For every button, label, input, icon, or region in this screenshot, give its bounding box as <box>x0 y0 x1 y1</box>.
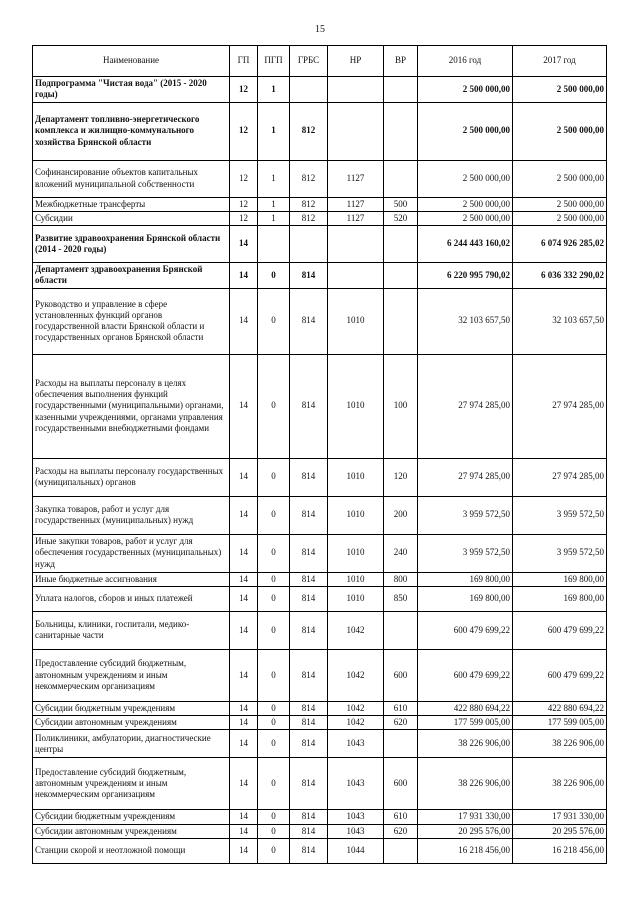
row-name: Закупка товаров, работ и услуг для государственных (муниципальных) нужд <box>33 496 230 534</box>
row-2017: 2 500 000,00 <box>513 211 607 225</box>
row-grbs: 812 <box>290 197 328 211</box>
row-grbs: 814 <box>290 838 328 863</box>
row-gp: 14 <box>230 701 258 715</box>
row-name: Субсидии бюджетным учреждениям <box>33 810 230 824</box>
row-name: Расходы на выплаты персоналу в целях обеспечения выполнения функций государственными (муниципальными) органами, казенными учреждениями, органами управления государственными внебюджетными фондами <box>33 354 230 458</box>
header-2016: 2016 год <box>418 46 513 77</box>
row-gp: 14 <box>230 496 258 534</box>
row-name: Межбюджетные трансферты <box>33 197 230 211</box>
row-2016: 27 974 285,00 <box>418 458 513 496</box>
row-gp: 14 <box>230 534 258 572</box>
row-gp: 14 <box>230 730 258 758</box>
table-row <box>33 77 607 103</box>
row-gp: 14 <box>230 226 258 263</box>
row-2016: 38 226 906,00 <box>418 730 513 758</box>
row-gp: 14 <box>230 572 258 586</box>
row-2017: 20 295 576,00 <box>513 824 607 838</box>
row-2016: 38 226 906,00 <box>418 758 513 810</box>
row-grbs: 814 <box>290 758 328 810</box>
header-nr: НР <box>328 46 384 77</box>
row-2017: 2 500 000,00 <box>513 160 607 197</box>
row-nr: 1042 <box>328 701 384 715</box>
row-vr <box>384 263 418 289</box>
row-grbs: 814 <box>290 810 328 824</box>
row-2016: 3 959 572,50 <box>418 534 513 572</box>
row-vr: 240 <box>384 534 418 572</box>
row-2017: 2 500 000,00 <box>513 197 607 211</box>
table-body <box>33 77 607 864</box>
row-2016: 169 800,00 <box>418 586 513 611</box>
row-nr: 1043 <box>328 758 384 810</box>
row-nr: 1010 <box>328 534 384 572</box>
table-row <box>33 611 607 649</box>
row-grbs: 814 <box>290 716 328 730</box>
row-gp: 14 <box>230 716 258 730</box>
row-nr: 1010 <box>328 586 384 611</box>
row-pgp: 0 <box>258 611 290 649</box>
table-row <box>33 730 607 758</box>
row-grbs <box>290 77 328 103</box>
row-nr: 1042 <box>328 716 384 730</box>
table-row <box>33 197 607 211</box>
row-gp: 14 <box>230 458 258 496</box>
row-gp: 14 <box>230 824 258 838</box>
row-name: Департамент здравоохранения Брянской области <box>33 263 230 289</box>
row-name: Руководство и управление в сфере установленных функций органов государственной власти Брянской области и государственных органов Брянской области <box>33 288 230 354</box>
table-row <box>33 758 607 810</box>
row-gp: 12 <box>230 211 258 225</box>
row-nr <box>328 263 384 289</box>
row-grbs: 814 <box>290 649 328 701</box>
row-pgp: 0 <box>258 701 290 715</box>
row-name: Иные закупки товаров, работ и услуг для обеспечения государственных (муниципальных) нужд <box>33 534 230 572</box>
row-grbs: 814 <box>290 586 328 611</box>
row-2016: 20 295 576,00 <box>418 824 513 838</box>
row-2016: 6 220 995 790,02 <box>418 263 513 289</box>
row-nr: 1043 <box>328 810 384 824</box>
row-vr: 100 <box>384 354 418 458</box>
row-grbs: 812 <box>290 102 328 160</box>
row-gp: 14 <box>230 288 258 354</box>
row-nr: 1127 <box>328 160 384 197</box>
row-2017: 2 500 000,00 <box>513 77 607 103</box>
row-pgp: 0 <box>258 730 290 758</box>
row-gp: 12 <box>230 160 258 197</box>
row-grbs: 814 <box>290 824 328 838</box>
row-vr <box>384 611 418 649</box>
row-pgp <box>258 226 290 263</box>
row-vr <box>384 730 418 758</box>
row-grbs: 814 <box>290 458 328 496</box>
row-name: Департамент топливно-энергетического комплекса и жилищно-коммунального хозяйства Брянской области <box>33 102 230 160</box>
row-nr: 1127 <box>328 211 384 225</box>
row-nr: 1127 <box>328 197 384 211</box>
header-pgp: ПГП <box>258 46 290 77</box>
header-gp: ГП <box>230 46 258 77</box>
row-grbs: 814 <box>290 288 328 354</box>
row-pgp: 0 <box>258 649 290 701</box>
row-vr: 800 <box>384 572 418 586</box>
row-pgp: 0 <box>258 354 290 458</box>
row-grbs: 814 <box>290 611 328 649</box>
row-2017: 6 036 332 290,02 <box>513 263 607 289</box>
row-grbs: 812 <box>290 160 328 197</box>
table-row <box>33 211 607 225</box>
row-pgp: 0 <box>258 838 290 863</box>
row-name: Больницы, клиники, госпитали, медико-санитарные части <box>33 611 230 649</box>
row-grbs: 814 <box>290 534 328 572</box>
table-header-row <box>33 46 607 77</box>
row-2017: 32 103 657,50 <box>513 288 607 354</box>
row-name: Софинансирование объектов капитальных вложений муниципальной собственности <box>33 160 230 197</box>
row-pgp: 0 <box>258 288 290 354</box>
row-grbs: 812 <box>290 211 328 225</box>
row-2017: 3 959 572,50 <box>513 496 607 534</box>
row-2016: 27 974 285,00 <box>418 354 513 458</box>
row-pgp: 0 <box>258 758 290 810</box>
row-gp: 12 <box>230 102 258 160</box>
row-vr: 610 <box>384 810 418 824</box>
row-gp: 14 <box>230 586 258 611</box>
row-name: Субсидии бюджетным учреждениям <box>33 701 230 715</box>
row-pgp: 1 <box>258 102 290 160</box>
row-nr: 1043 <box>328 730 384 758</box>
row-pgp: 0 <box>258 572 290 586</box>
row-vr <box>384 838 418 863</box>
header-name: Наименование <box>33 46 230 77</box>
row-vr: 120 <box>384 458 418 496</box>
row-name: Предоставление субсидий бюджетным, автономным учреждениям и иным некоммерческим организациям <box>33 758 230 810</box>
row-2016: 2 500 000,00 <box>418 102 513 160</box>
row-gp: 14 <box>230 611 258 649</box>
row-pgp: 0 <box>258 824 290 838</box>
row-name: Уплата налогов, сборов и иных платежей <box>33 586 230 611</box>
row-grbs: 814 <box>290 496 328 534</box>
row-2016: 600 479 699,22 <box>418 649 513 701</box>
table-row <box>33 160 607 197</box>
row-vr: 520 <box>384 211 418 225</box>
row-vr: 620 <box>384 824 418 838</box>
header-grbs: ГРБС <box>290 46 328 77</box>
table-row <box>33 810 607 824</box>
row-pgp: 1 <box>258 197 290 211</box>
row-gp: 14 <box>230 758 258 810</box>
row-name: Иные бюджетные ассигнования <box>33 572 230 586</box>
row-nr: 1044 <box>328 838 384 863</box>
row-2017: 27 974 285,00 <box>513 458 607 496</box>
row-name: Развитие здравоохранения Брянской области (2014 - 2020 годы) <box>33 226 230 263</box>
table-row <box>33 716 607 730</box>
row-name: Предоставление субсидий бюджетным, автономным учреждениям и иным некоммерческим организациям <box>33 649 230 701</box>
row-nr: 1043 <box>328 824 384 838</box>
row-2016: 6 244 443 160,02 <box>418 226 513 263</box>
table-row <box>33 288 607 354</box>
row-grbs <box>290 226 328 263</box>
row-2017: 422 880 694,22 <box>513 701 607 715</box>
row-gp: 14 <box>230 838 258 863</box>
row-2017: 27 974 285,00 <box>513 354 607 458</box>
table-row <box>33 226 607 263</box>
row-pgp: 0 <box>258 496 290 534</box>
row-2017: 3 959 572,50 <box>513 534 607 572</box>
table-row <box>33 458 607 496</box>
row-gp: 12 <box>230 77 258 103</box>
table-row <box>33 534 607 572</box>
row-vr: 620 <box>384 716 418 730</box>
row-nr: 1042 <box>328 611 384 649</box>
row-gp: 14 <box>230 810 258 824</box>
table-row <box>33 838 607 863</box>
row-gp: 14 <box>230 354 258 458</box>
row-grbs: 814 <box>290 572 328 586</box>
row-vr <box>384 288 418 354</box>
row-nr: 1042 <box>328 649 384 701</box>
row-name: Субсидии автономным учреждениям <box>33 716 230 730</box>
row-2016: 600 479 699,22 <box>418 611 513 649</box>
row-2017: 600 479 699,22 <box>513 649 607 701</box>
row-name: Субсидии автономным учреждениям <box>33 824 230 838</box>
row-2016: 3 959 572,50 <box>418 496 513 534</box>
row-2017: 169 800,00 <box>513 586 607 611</box>
row-grbs: 814 <box>290 730 328 758</box>
header-2017: 2017 год <box>513 46 607 77</box>
row-2016: 2 500 000,00 <box>418 77 513 103</box>
table-row <box>33 649 607 701</box>
row-2017: 17 931 330,00 <box>513 810 607 824</box>
row-2016: 422 880 694,22 <box>418 701 513 715</box>
row-name: Поликлиники, амбулатории, диагностические центры <box>33 730 230 758</box>
row-2016: 2 500 000,00 <box>418 160 513 197</box>
row-pgp: 0 <box>258 458 290 496</box>
table-row <box>33 701 607 715</box>
row-2017: 600 479 699,22 <box>513 611 607 649</box>
row-nr <box>328 226 384 263</box>
table-row <box>33 263 607 289</box>
table-row <box>33 102 607 160</box>
row-name: Субсидии <box>33 211 230 225</box>
row-vr <box>384 160 418 197</box>
row-2016: 2 500 000,00 <box>418 197 513 211</box>
row-gp: 14 <box>230 263 258 289</box>
row-2016: 177 599 005,00 <box>418 716 513 730</box>
row-2017: 177 599 005,00 <box>513 716 607 730</box>
row-2016: 32 103 657,50 <box>418 288 513 354</box>
row-name: Расходы на выплаты персоналу государственных (муниципальных) органов <box>33 458 230 496</box>
table-row <box>33 824 607 838</box>
row-pgp: 0 <box>258 716 290 730</box>
row-nr <box>328 77 384 103</box>
row-grbs: 814 <box>290 263 328 289</box>
row-nr: 1010 <box>328 354 384 458</box>
row-vr: 610 <box>384 701 418 715</box>
row-2017: 2 500 000,00 <box>513 102 607 160</box>
row-2017: 16 218 456,00 <box>513 838 607 863</box>
row-vr: 850 <box>384 586 418 611</box>
row-gp: 12 <box>230 197 258 211</box>
row-2016: 169 800,00 <box>418 572 513 586</box>
header-vr: ВР <box>384 46 418 77</box>
row-nr: 1010 <box>328 458 384 496</box>
row-vr: 600 <box>384 649 418 701</box>
row-nr: 1010 <box>328 572 384 586</box>
row-2016: 17 931 330,00 <box>418 810 513 824</box>
row-pgp: 0 <box>258 810 290 824</box>
row-pgp: 0 <box>258 534 290 572</box>
table-row <box>33 496 607 534</box>
row-2017: 6 074 926 285,02 <box>513 226 607 263</box>
budget-table <box>32 45 607 864</box>
row-nr <box>328 102 384 160</box>
row-nr: 1010 <box>328 288 384 354</box>
row-grbs: 814 <box>290 701 328 715</box>
row-2017: 38 226 906,00 <box>513 758 607 810</box>
row-nr: 1010 <box>328 496 384 534</box>
row-vr <box>384 102 418 160</box>
row-pgp: 1 <box>258 77 290 103</box>
table-row <box>33 586 607 611</box>
row-2016: 2 500 000,00 <box>418 211 513 225</box>
row-name: Станции скорой и неотложной помощи <box>33 838 230 863</box>
row-pgp: 1 <box>258 211 290 225</box>
row-pgp: 1 <box>258 160 290 197</box>
table-row <box>33 572 607 586</box>
row-vr <box>384 77 418 103</box>
row-gp: 14 <box>230 649 258 701</box>
row-2017: 38 226 906,00 <box>513 730 607 758</box>
row-2016: 16 218 456,00 <box>418 838 513 863</box>
row-vr <box>384 226 418 263</box>
row-pgp: 0 <box>258 586 290 611</box>
row-vr: 200 <box>384 496 418 534</box>
page-number: 15 <box>315 24 325 35</box>
row-pgp: 0 <box>258 263 290 289</box>
row-vr: 500 <box>384 197 418 211</box>
row-name: Подпрограмма "Чистая вода" (2015 - 2020 годы) <box>33 77 230 103</box>
row-2017: 169 800,00 <box>513 572 607 586</box>
row-grbs: 814 <box>290 354 328 458</box>
table-row <box>33 354 607 458</box>
row-vr: 600 <box>384 758 418 810</box>
